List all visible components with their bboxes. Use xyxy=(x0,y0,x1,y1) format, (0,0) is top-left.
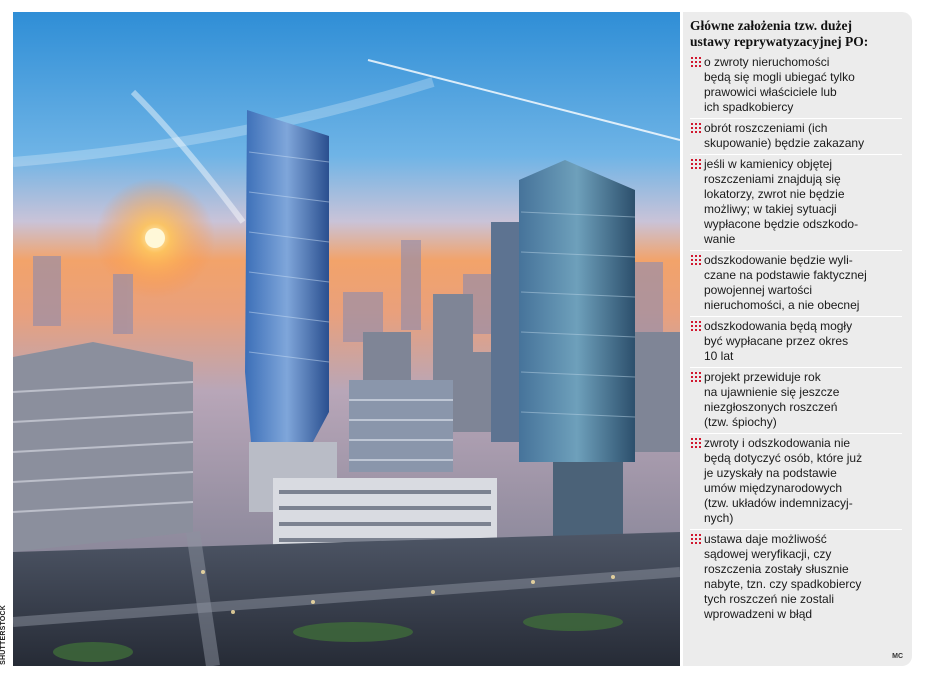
item-text: projekt przewiduje rok na ujawnienie się jeszcze niezgłoszonych roszczeń (tzw. śpiochy) xyxy=(704,370,840,429)
author-initials: MC xyxy=(892,653,903,660)
grid-bullet-icon xyxy=(690,534,702,544)
grid-bullet-icon xyxy=(690,255,702,265)
item-text: o zwroty nieruchomości będą się mogli ubiegać tylko prawowici właściciele lub ich spadkobiercy xyxy=(704,55,855,114)
list-item xyxy=(690,155,902,251)
item-text: zwroty i odszkodowania nie będą dotyczyć osób, które już je uzyskały na podstawie umów międzynarodowych (tzw. układów indemnizacyj- nych) xyxy=(704,436,863,525)
photo-credit: SHUTTERSTOCK xyxy=(0,605,7,665)
grid-bullet-icon xyxy=(690,438,702,448)
items-list xyxy=(690,53,902,625)
list-item xyxy=(690,530,902,625)
skyline-photo xyxy=(13,12,680,666)
grid-bullet-icon xyxy=(690,159,702,169)
grid-bullet-icon xyxy=(690,321,702,331)
list-item xyxy=(690,251,902,317)
list-item xyxy=(690,368,902,434)
grid-bullet-icon xyxy=(690,372,702,382)
item-text: odszkodowanie będzie wyli- czane na podstawie faktycznej powojennej wartości nieruchomości, a nie obecnej xyxy=(704,253,867,312)
list-item xyxy=(690,119,902,155)
item-text: obrót roszczeniami (ich skupowanie) będzie zakazany xyxy=(704,121,865,150)
list-item xyxy=(690,53,902,119)
skyline-photo-illustration xyxy=(13,12,680,666)
grid-bullet-icon xyxy=(690,123,702,133)
panel-title: Główne założenia tzw. dużej ustawy reprywatyzacyjnej PO: xyxy=(690,18,869,49)
list-item xyxy=(690,317,902,368)
info-panel xyxy=(683,12,912,666)
item-text: jeśli w kamienicy objętej roszczeniami znajdują się lokatorzy, zwrot nie będzie możliwy; w takiej sytuacji wypłacone będzie odszkodo- wanie xyxy=(704,157,859,246)
item-text: ustawa daje możliwość sądowej weryfikacji, czy roszczenia zostały słusznie nabyte, tzn. czy spadkobiercy tych roszczeń nie zostali wprowadzeni w błąd xyxy=(704,532,862,621)
grid-bullet-icon xyxy=(690,57,702,67)
list-item xyxy=(690,434,902,530)
item-text: odszkodowania będą mogły być wypłacane przez okres 10 lat xyxy=(704,319,853,363)
